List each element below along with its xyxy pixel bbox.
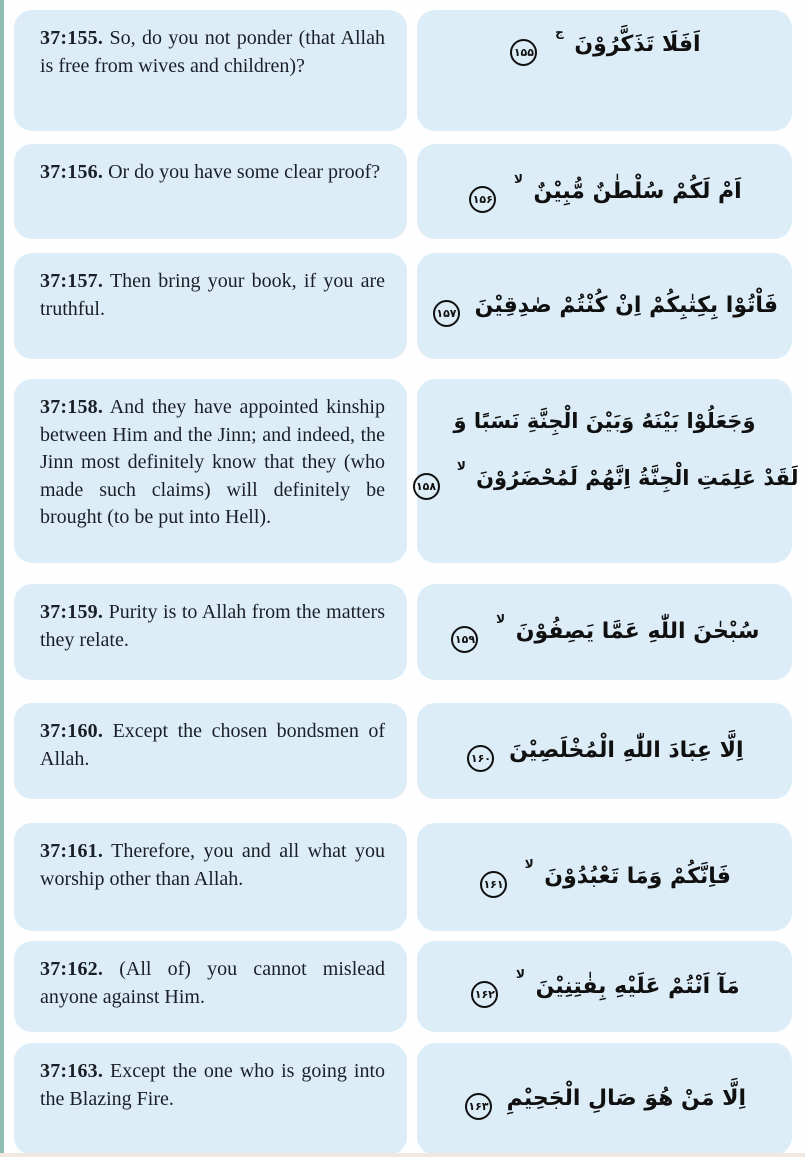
verse-ref: 37:160. [40, 720, 104, 742]
ayah-number-badge [469, 186, 496, 213]
translation-paragraph [40, 159, 385, 187]
verse-row [14, 703, 805, 799]
arabic-box [417, 584, 792, 680]
translation-text: Purity is to Allah from the matters they relate. [40, 601, 386, 651]
verse-row [14, 253, 805, 359]
arabic-verse [478, 856, 731, 898]
translation-paragraph [40, 718, 385, 773]
arabic-line-1: اَمْ لَكُمْ سُلْطٰنٌ مُّبِيْنٌ [533, 178, 742, 204]
translation-box [14, 1043, 407, 1155]
ayah-number-badge [471, 981, 498, 1008]
translation-box [14, 941, 407, 1032]
arabic-line-1: وَجَعَلُوْا بَيْنَهُ وَبَيْنَ الْجِنَّةِ نَسَبًا وَ [453, 409, 756, 433]
ayah-number: ۱۶۲ [474, 987, 495, 1001]
translation-box [14, 10, 407, 131]
translation-box [14, 253, 407, 359]
arabic-verse [463, 1078, 746, 1120]
verse-row [14, 941, 805, 1032]
waqf-mark: لا [496, 612, 506, 626]
arabic-line-1: مَآ اَنْتُمْ عَلَيْهِ بِفٰتِنِيْنَ [535, 973, 740, 999]
ayah-number: ۱۶۳ [468, 1100, 489, 1113]
translation-paragraph [40, 838, 385, 893]
verse-row [14, 10, 805, 131]
verse-ref: 37:162. [40, 958, 104, 980]
arabic-verse [431, 285, 778, 327]
arabic-verse [469, 966, 739, 1008]
arabic-box [417, 703, 792, 799]
translation-paragraph [40, 268, 385, 323]
verse-ref: 37:157. [40, 270, 104, 292]
ayah-number: ۱۵۶ [472, 192, 493, 206]
scan-edge-left [0, 0, 4, 1157]
arabic-verse [449, 611, 759, 653]
arabic-box [417, 10, 792, 131]
ayah-number-badge [480, 871, 507, 898]
translation-paragraph [40, 599, 385, 654]
translation-text: (All of) you cannot mislead anyone against Him. [40, 958, 386, 1008]
arabic-line-1: سُبْحٰنَ اللّٰهِ عَمَّا يَصِفُوْنَ [515, 619, 760, 644]
ayah-number: ۱۵۸ [415, 479, 437, 493]
ayah-number-badge [413, 473, 440, 500]
arabic-verse [465, 730, 743, 772]
verse-list [14, 10, 805, 1155]
translation-box [14, 379, 407, 563]
arabic-box [417, 941, 792, 1032]
arabic-line-1: اَفَلَا تَذَكَّرُوْنَ [574, 32, 701, 57]
translation-paragraph [40, 25, 385, 80]
ayah-number-badge [465, 1093, 492, 1120]
translation-text: Then bring your book, if you are truthful. [40, 270, 386, 320]
arabic-verse [467, 171, 741, 213]
ayah-number: ۱۶۱ [483, 878, 504, 891]
scan-edge-bottom [0, 1153, 805, 1157]
translation-text: And they have appointed kinship between Him and the Jinn; and indeed, the Jinn most definitely know that they (who made such claims) will definitely be brought (to be put into Hell). [40, 396, 385, 528]
ayah-number: ۱۵۹ [454, 633, 476, 646]
ayah-number: ۱۶۰ [470, 752, 492, 765]
translation-box [14, 823, 407, 931]
arabic-box [417, 253, 792, 359]
waqf-mark: ج [555, 25, 564, 39]
verse-row [14, 1043, 805, 1155]
waqf-mark: لا [456, 458, 466, 473]
translation-paragraph [40, 394, 385, 532]
waqf-mark: لا [513, 171, 523, 186]
verse-ref: 37:156. [40, 161, 104, 183]
arabic-box [417, 1043, 792, 1155]
translation-box [14, 144, 407, 239]
verse-ref: 37:155. [40, 27, 104, 49]
waqf-mark: لا [524, 857, 534, 871]
ayah-number-badge [451, 626, 478, 653]
verse-row [14, 584, 805, 680]
translation-text: Or do you have some clear proof? [108, 161, 381, 183]
ayah-number: ۱۵۷ [436, 307, 457, 320]
translation-text: Therefore, you and all what you worship other than Allah. [40, 840, 385, 890]
translation-paragraph [40, 1058, 385, 1113]
verse-ref: 37:161. [40, 840, 104, 862]
verse-ref: 37:163. [40, 1060, 104, 1082]
translation-box [14, 584, 407, 680]
arabic-line-2: لَقَدْ عَلِمَتِ الْجِنَّةُ اِنَّهُمْ لَمُحْضَرُوْنَ [476, 465, 799, 490]
ayah-number: ۱۵۵ [513, 46, 534, 59]
translation-text: Except the chosen bondsmen of Allah. [40, 720, 386, 770]
arabic-box [417, 823, 792, 931]
ayah-number-badge [467, 745, 494, 772]
arabic-line-1: اِلَّا عِبَادَ اللّٰهِ الْمُخْلَصِيْنَ [509, 738, 744, 763]
verse-ref: 37:158. [40, 396, 104, 418]
arabic-verse [508, 24, 700, 66]
translation-box [14, 703, 407, 799]
arabic-verse [411, 393, 799, 506]
verse-row [14, 823, 805, 931]
arabic-box [417, 144, 792, 239]
translation-text: Except the one who is going into the Blazing Fire. [40, 1060, 385, 1110]
arabic-line-1: فَاِنَّكُمْ وَمَا تَعْبُدُوْنَ [544, 864, 731, 889]
translation-paragraph [40, 956, 385, 1011]
verse-row [14, 144, 805, 239]
waqf-mark: لا [516, 966, 525, 981]
arabic-line-1: فَاْتُوْا بِكِتٰبِكُمْ اِنْ كُنْتُمْ صٰدِقِيْنَ [474, 293, 779, 318]
translation-text: So, do you not ponder (that Allah is free from wives and children)? [40, 27, 385, 77]
ayah-number-badge [510, 39, 537, 66]
verse-ref: 37:159. [40, 601, 104, 623]
ayah-number-badge [433, 300, 460, 327]
arabic-line-1: اِلَّا مَنْ هُوَ صَالِ الْجَحِيْمِ [506, 1086, 747, 1111]
arabic-box [415, 379, 799, 563]
verse-row [14, 379, 805, 563]
